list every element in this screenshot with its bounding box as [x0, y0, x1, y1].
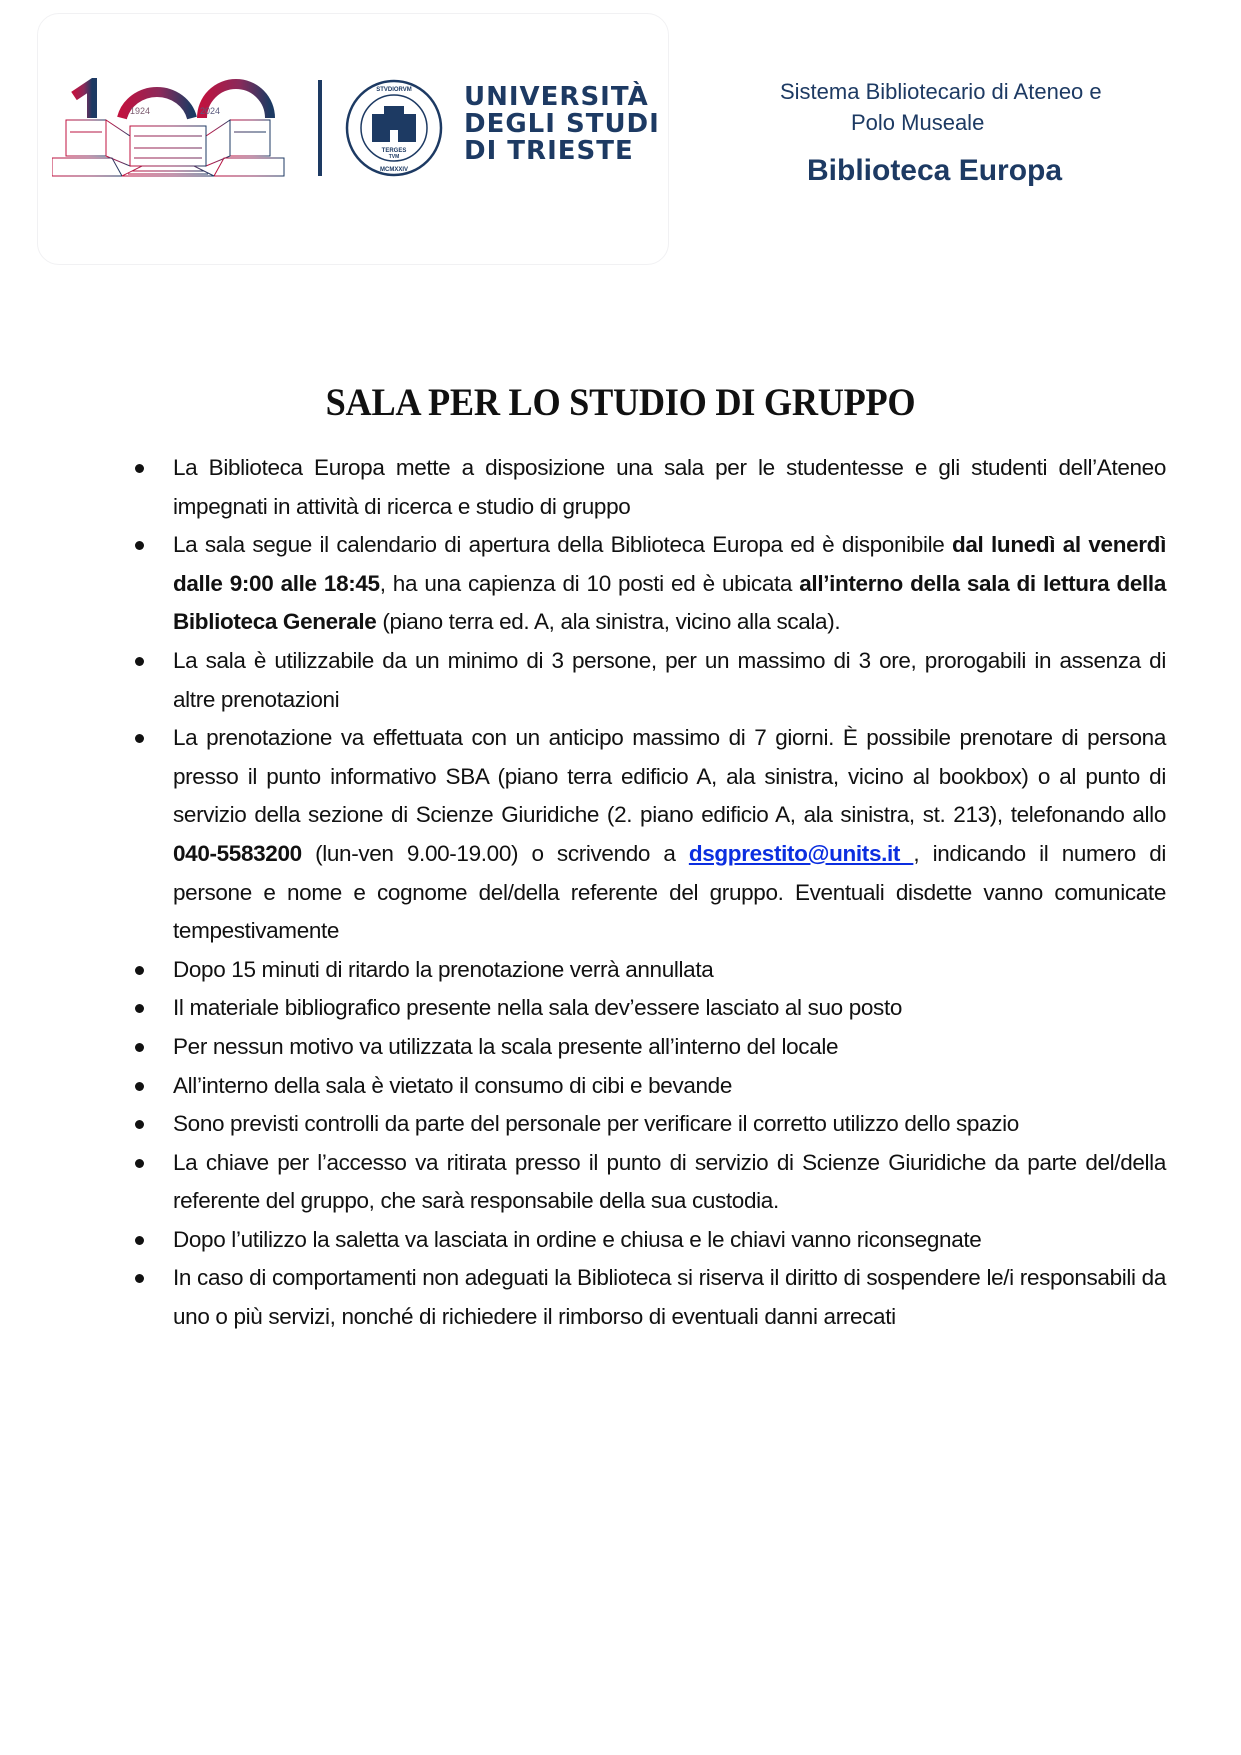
bullet-icon — [135, 657, 144, 666]
rules-list — [133, 449, 1166, 1337]
opening-hours: dal lunedì al venerdì dalle 9:00 alle 18:45 — [173, 532, 1166, 596]
bullet-icon — [135, 966, 144, 975]
rule-item: Dopo 15 minuti di ritardo la prenotazione verrà annullata — [133, 951, 1166, 990]
rule-item: La prenotazione va effettuata con un anticipo massimo di 7 giorni. È possibile prenotare di persona presso il punto informativo SBA (piano terra edificio A, ala sinistra, vicino al bookbox) o al punto di servizio della sezione di Scienze Giuridiche (2. piano edificio A, ala sinistra, st. 213), telefonando allo 040-5583200 (lun-ven 9.00-19.00) o scrivendo a dsgprestito@units.it , indicando il numero di persone e nome e cognome del/della referente del gruppo. Eventuali disdette vanno comunicate tempestivamente — [133, 719, 1166, 951]
year-start: 1924 — [130, 106, 151, 116]
page-title: SALA PER LO STUDIO DI GRUPPO — [325, 381, 916, 424]
library-system-line1: Sistema Bibliotecario di Ateneo e — [780, 79, 1102, 104]
svg-text:MCMXXIV: MCMXXIV — [379, 167, 409, 173]
bullet-icon — [135, 1274, 144, 1283]
university-name-line: DEGLI STUDI — [464, 109, 660, 139]
bullet-icon — [135, 734, 144, 743]
email-link[interactable]: dsgprestito@units.it — [688, 840, 914, 866]
rule-item: Sono previsti controlli da parte del personale per verificare il corretto utilizzo dello spazio — [133, 1105, 1166, 1144]
bullet-icon — [135, 464, 144, 473]
university-name-line: DI TRIESTE — [464, 136, 634, 166]
bullet-icon — [135, 541, 144, 550]
bullet-icon — [135, 1159, 144, 1168]
bullet-icon — [135, 1120, 144, 1129]
university-name — [464, 84, 660, 165]
centenary-logo — [52, 78, 287, 180]
library-system-line2: Polo Museale — [851, 110, 985, 135]
svg-text:TERGES: TERGES — [381, 148, 407, 154]
library-name: Biblioteca Europa — [807, 154, 1063, 187]
logo-divider — [318, 80, 322, 176]
rule-item: La sala segue il calendario di apertura della Biblioteca Europa ed è disponibile dal lunedì al venerdì dalle 9:00 alle 18:45, ha una capienza di 10 posti ed è ubicata all’interno della sala di lettura della Biblioteca Generale (piano terra ed. A, ala sinistra, vicino alla scala). — [133, 526, 1166, 642]
university-seal — [344, 78, 444, 178]
year-end: 2024 — [200, 106, 221, 116]
bullet-icon — [135, 1043, 144, 1052]
rule-item: Il materiale bibliografico presente nella sala dev’essere lasciato al suo posto — [133, 989, 1166, 1028]
rule-item: Per nessun motivo va utilizzata la scala presente all’interno del locale — [133, 1028, 1166, 1067]
university-name-line: UNIVERSITÀ — [464, 82, 649, 112]
rule-item: Dopo l’utilizzo la saletta va lasciata in ordine e chiusa e le chiavi vanno riconsegnate — [133, 1221, 1166, 1260]
rule-item: All’interno della sala è vietato il consumo di cibi e bevande — [133, 1067, 1166, 1106]
rule-item: La chiave per l’accesso va ritirata presso il punto di servizio di Scienze Giuridiche da parte del/della referente del gruppo, che sarà responsabile della sua custodia. — [133, 1144, 1166, 1221]
rule-item: La sala è utilizzabile da un minimo di 3 persone, per un massimo di 3 ore, prorogabili in assenza di altre prenotazioni — [133, 642, 1166, 719]
room-location: all’interno della sala di lettura della Biblioteca Generale — [173, 570, 1166, 635]
rule-item: La Biblioteca Europa mette a disposizione una sala per le studentesse e gli studenti dell’Ateneo impegnati in attività di ricerca e studio di gruppo — [133, 449, 1166, 526]
svg-text:TVM: TVM — [388, 154, 400, 160]
phone-number: 040-5583200 — [173, 840, 302, 866]
svg-text:STVDIORVM: STVDIORVM — [376, 87, 412, 93]
bullet-icon — [135, 1082, 144, 1091]
bullet-icon — [135, 1004, 144, 1013]
bullet-icon — [135, 1236, 144, 1245]
rule-item: In caso di comportamenti non adeguati la Biblioteca si riserva il diritto di sospendere le/i responsabili da uno o più servizi, nonché di richiedere il rimborso di eventuali danni arrecati — [133, 1259, 1166, 1336]
library-system — [780, 76, 1102, 138]
